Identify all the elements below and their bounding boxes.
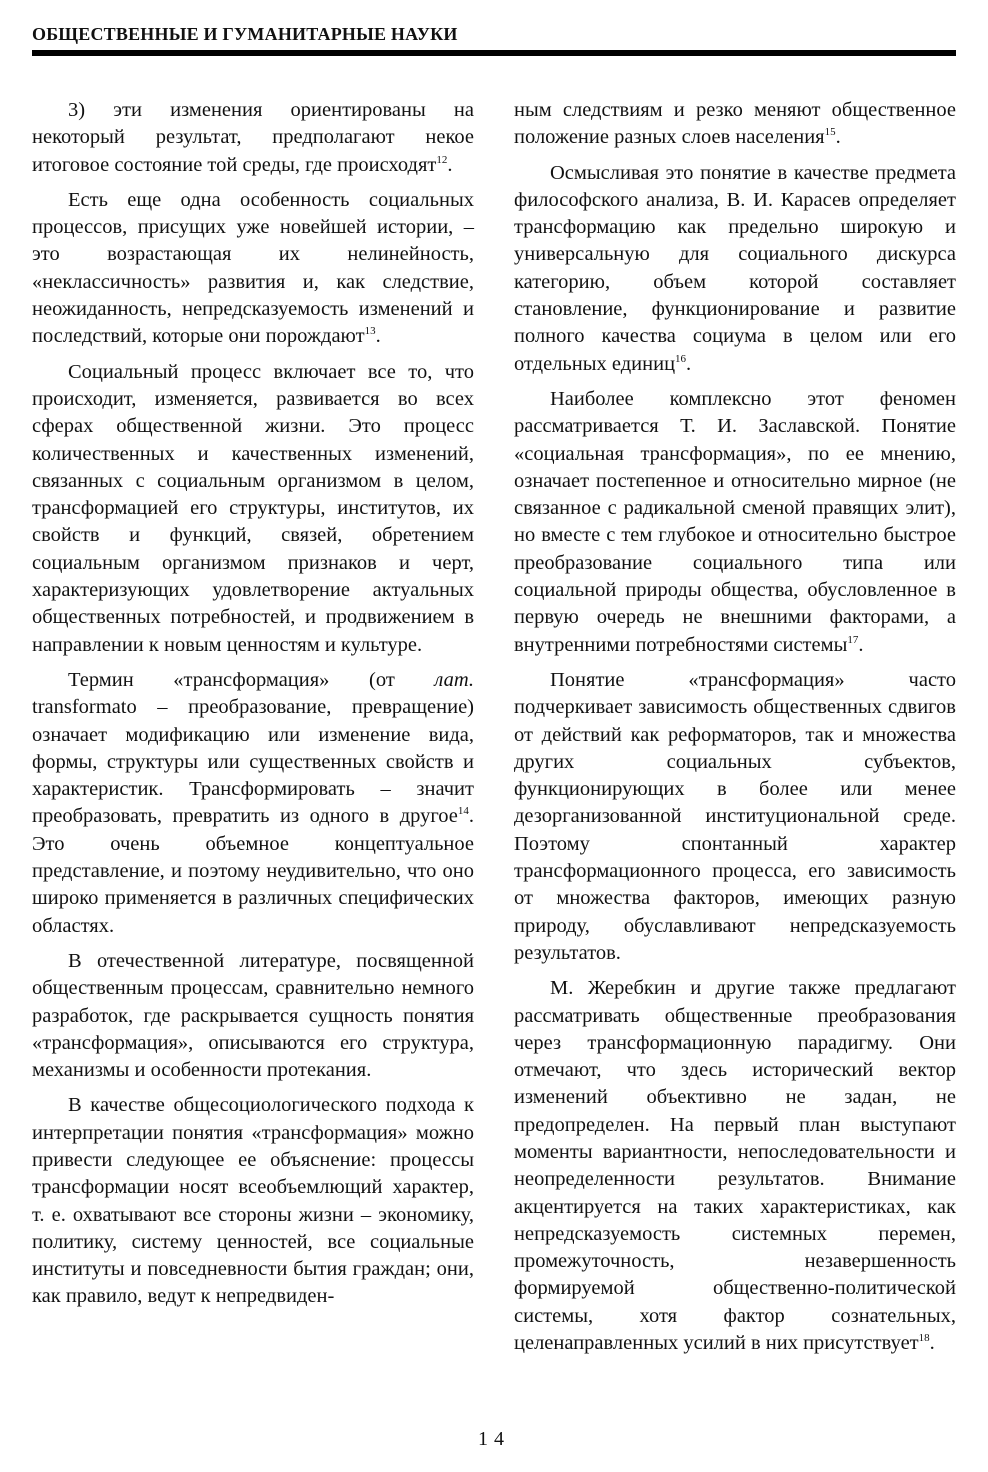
- paragraph-tail: .: [858, 633, 864, 656]
- paragraph: [32, 948, 474, 1084]
- paragraph: [32, 187, 474, 351]
- paragraph: [514, 975, 956, 1357]
- page-header: [32, 22, 956, 46]
- section-title: ОБЩЕСТВЕННЫЕ И ГУМАНИТАРНЫЕ НАУКИ: [32, 24, 458, 44]
- paragraph-tail: .: [447, 153, 453, 176]
- footnote-ref[interactable]: 13: [364, 325, 376, 338]
- paragraph-text: Термин «трансформация» (от: [68, 668, 435, 691]
- footnote-ref[interactable]: 16: [675, 352, 687, 365]
- italic-term: лат.: [434, 668, 474, 691]
- paragraph: [514, 667, 956, 967]
- paragraph-tail: .: [375, 325, 381, 348]
- footnote-ref[interactable]: 17: [847, 633, 859, 646]
- footnote-ref[interactable]: 12: [436, 153, 448, 166]
- paragraph-text: В отечественной литературе, посвященной общественным процессам, сравнительно немного разработок, где раскрывается сущность понятия «трансформация», описываются его структура, механизмы и особенности протекания.: [32, 949, 474, 1082]
- paragraph-tail: .: [835, 126, 841, 149]
- paragraph: [32, 1092, 474, 1310]
- paragraph-text: 3) эти изменения ориентированы на некоторый результат, предполагают некое итоговое состояние той среды, где происходят: [32, 99, 474, 176]
- paragraph: [32, 97, 474, 179]
- paragraph: [32, 359, 474, 659]
- paragraph-text: Понятие «трансформация» часто подчеркивает зависимость общественных сдвигов от действий как реформаторов, так и множества других социальных субъектов, функционирующих в более или менее дезорганизованной институциональной среде. Поэтому спонтанный характер трансформационного процесса, его зависимость от множества факторов, имеющих разную природу, обуславливают непредсказуемость результатов.: [514, 668, 956, 964]
- paragraph-text: М. Жеребкин и другие также предлагают рассматривать общественные преобразования через трансформационную парадигму. Они отмечают, что здесь исторический вектор изменений объективно не задан, не предопределен. На первый план выступают моменты вариантности, непоследовательности и неопределенности результатов. Внимание акцентируется на таких характеристиках, как непредсказуемость системных перемен, промежуточность, незавершенность формируемой общественно-политической системы, хотя фактор сознательных, целенаправленных усилий в них присутствует: [514, 977, 956, 1355]
- paragraph-text: ным следствиям и резко меняют общественное положение разных слоев населения: [514, 99, 956, 149]
- paragraph-tail: . Это очень объемное концептуальное представление, и поэтому неудивительно, что оно широко применяется в различных специфических областях.: [32, 805, 474, 937]
- paragraph: [514, 160, 956, 378]
- paragraph-text: Есть еще одна особенность социальных процессов, присущих уже новейшей истории, – это возрастающая их нелинейность, «неклассичность» развития и, как следствие, неожиданность, непредсказуемость изменений и последствий, которые они порождают: [32, 188, 474, 348]
- footnote-ref[interactable]: 14: [457, 805, 469, 818]
- footnote-ref[interactable]: 15: [824, 126, 836, 139]
- right-column: [514, 97, 956, 1365]
- paragraph-continued: [514, 97, 956, 152]
- paragraph-tail: .: [686, 352, 692, 375]
- paragraph-tail: .: [929, 1332, 935, 1355]
- page-number: 14: [478, 1428, 510, 1450]
- footnote-ref[interactable]: 18: [918, 1332, 930, 1345]
- paragraph: [32, 667, 474, 940]
- paragraph-text: Осмысливая это понятие в качестве предмета философского анализа, В. И. Карасев определяет трансформацию как предельно широкую и универсальную для социального дискурса категорию, объем которой составляет становление, функционирование и развитие полного качества социума в целом или его отдельных единиц: [514, 161, 956, 375]
- paragraph-text: Наиболее комплексно этот феномен рассматривается Т. И. Заславской. Понятие «социальная трансформация», по ее мнению, означает постепенное и относительно мирное (не связанное с радикальной сменой правящих элит), но вместе с тем глубокое и относительно быстрое преобразование социального типа или социальной природы общества, обусловленное в первую очередь не внешними факторами, а внутренними потребностями системы: [514, 387, 956, 656]
- paragraph: [514, 386, 956, 659]
- header-rule: [32, 50, 956, 56]
- paragraph-text: Социальный процесс включает все то, что происходит, изменяется, развивается во всех сферах общественной жизни. Это процесс количественных и качественных изменений, связанных с социальным организмом в целом, трансформацией его структуры, институтов, их свойств и функций, связей, обретением социальным организмом признаков и черт, характеризующих удовлетворение актуальных общественных потребностей, и продвижением в направлении к новым ценностям и культуре.: [32, 360, 474, 656]
- paragraph-text: transformato – преобразование, превращение) означает модификацию или изменение вида, формы, структуры или существенных свойств и характеристик. Трансформировать – значит преобразовать, превратить из одного в другое: [32, 696, 474, 828]
- paragraph-text: В качестве общесоциологического подхода к интерпретации понятия «трансформация» можно привести следующее ее объяснение: процессы трансформации носят всеобъемлющий характер, т. е. охватывают все стороны жизни – экономику, политику, систему ценностей, все социальные институты и повседневности бытия граждан; они, как правило, ведут к непредвиден-: [32, 1094, 474, 1308]
- left-column: [32, 97, 474, 1319]
